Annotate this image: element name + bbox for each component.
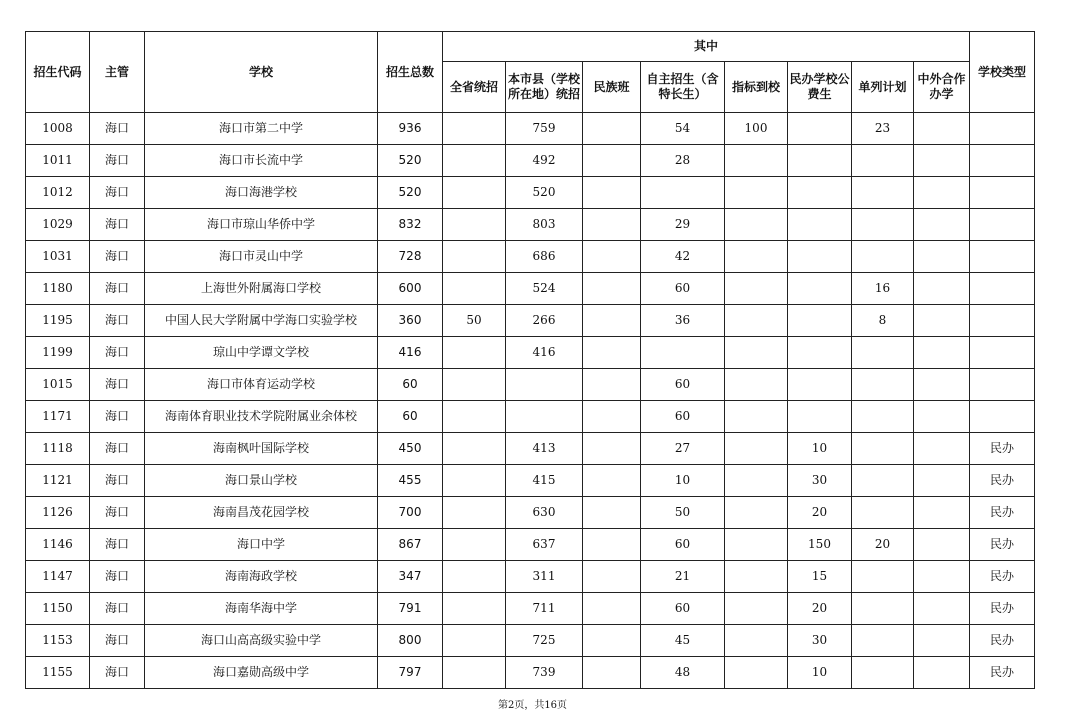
code-cell: 1199 [26,337,90,369]
total-cell: 797 [378,657,443,689]
independent-cell: 28 [641,145,725,177]
school-cell: 海南华海中学 [145,593,378,625]
private-public-funded-cell [788,369,852,401]
supervisor-cell: 海口 [90,369,145,401]
separate-plan-cell [852,337,914,369]
separate-plan-cell [852,657,914,689]
sino-foreign-cell [914,625,970,657]
school-type-cell [970,305,1035,337]
header-ethnic-class: 民族班 [583,62,641,113]
ethnic-class-cell [583,465,641,497]
separate-plan-cell [852,209,914,241]
table-row [26,497,1035,529]
code-cell: 1153 [26,625,90,657]
independent-cell: 60 [641,529,725,561]
independent-cell: 29 [641,209,725,241]
table-row [26,593,1035,625]
separate-plan-cell [852,561,914,593]
school-cell: 海口山高高级实验中学 [145,625,378,657]
county-unified-cell: 637 [506,529,583,561]
table-row [26,241,1035,273]
table-row [26,433,1035,465]
supervisor-cell: 海口 [90,113,145,145]
separate-plan-cell [852,177,914,209]
header-code: 招生代码 [26,32,90,113]
table-row [26,369,1035,401]
code-cell: 1012 [26,177,90,209]
separate-plan-cell [852,625,914,657]
header-province-unified: 全省统招 [443,62,506,113]
independent-cell: 50 [641,497,725,529]
table-row [26,625,1035,657]
ethnic-class-cell [583,401,641,433]
private-public-funded-cell: 15 [788,561,852,593]
separate-plan-cell [852,593,914,625]
separate-plan-cell [852,145,914,177]
sino-foreign-cell [914,145,970,177]
total-cell: 455 [378,465,443,497]
table-row [26,561,1035,593]
total-cell: 60 [378,369,443,401]
code-cell: 1126 [26,497,90,529]
private-public-funded-cell: 150 [788,529,852,561]
independent-cell: 21 [641,561,725,593]
sino-foreign-cell [914,497,970,529]
private-public-funded-cell [788,241,852,273]
quota-to-school-cell [725,497,788,529]
supervisor-cell: 海口 [90,305,145,337]
province-unified-cell [443,337,506,369]
sino-foreign-cell [914,209,970,241]
table-row [26,177,1035,209]
sino-foreign-cell [914,593,970,625]
quota-to-school-cell [725,209,788,241]
separate-plan-cell [852,497,914,529]
table-body [26,113,1035,689]
province-unified-cell [443,593,506,625]
sino-foreign-cell [914,273,970,305]
separate-plan-cell: 8 [852,305,914,337]
school-cell: 海口嘉勋高级中学 [145,657,378,689]
code-cell: 1180 [26,273,90,305]
school-cell: 海南海政学校 [145,561,378,593]
independent-cell: 60 [641,273,725,305]
supervisor-cell: 海口 [90,593,145,625]
quota-to-school-cell [725,177,788,209]
county-unified-cell: 266 [506,305,583,337]
school-type-cell: 民办 [970,465,1035,497]
supervisor-cell: 海口 [90,401,145,433]
ethnic-class-cell [583,241,641,273]
province-unified-cell [443,113,506,145]
school-cell: 海口市第二中学 [145,113,378,145]
supervisor-cell: 海口 [90,625,145,657]
page-footer: 第2页，共16页 [497,700,568,711]
province-unified-cell: 50 [443,305,506,337]
private-public-funded-cell [788,401,852,433]
sino-foreign-cell [914,113,970,145]
county-unified-cell: 415 [506,465,583,497]
school-type-cell: 民办 [970,433,1035,465]
quota-to-school-cell [725,529,788,561]
school-cell: 海口市长流中学 [145,145,378,177]
sino-foreign-cell [914,657,970,689]
total-cell: 728 [378,241,443,273]
supervisor-cell: 海口 [90,241,145,273]
sino-foreign-cell [914,561,970,593]
county-unified-cell: 686 [506,241,583,273]
private-public-funded-cell: 30 [788,625,852,657]
independent-cell: 60 [641,593,725,625]
supervisor-cell: 海口 [90,145,145,177]
separate-plan-cell [852,369,914,401]
private-public-funded-cell: 20 [788,497,852,529]
supervisor-cell: 海口 [90,561,145,593]
private-public-funded-cell [788,305,852,337]
sino-foreign-cell [914,433,970,465]
supervisor-cell: 海口 [90,657,145,689]
total-cell: 600 [378,273,443,305]
ethnic-class-cell [583,337,641,369]
private-public-funded-cell [788,177,852,209]
quota-to-school-cell [725,337,788,369]
total-cell: 832 [378,209,443,241]
school-type-cell [970,145,1035,177]
table-row [26,465,1035,497]
supervisor-cell: 海口 [90,177,145,209]
county-unified-cell: 803 [506,209,583,241]
school-type-cell: 民办 [970,593,1035,625]
separate-plan-cell [852,401,914,433]
header-school: 学校 [145,32,378,113]
table-row [26,273,1035,305]
county-unified-cell: 739 [506,657,583,689]
private-public-funded-cell [788,145,852,177]
school-type-cell [970,401,1035,433]
school-type-cell [970,337,1035,369]
ethnic-class-cell [583,561,641,593]
private-public-funded-cell [788,337,852,369]
private-public-funded-cell: 20 [788,593,852,625]
sino-foreign-cell [914,529,970,561]
separate-plan-cell [852,465,914,497]
school-cell: 琼山中学谭文学校 [145,337,378,369]
quota-to-school-cell [725,241,788,273]
table-row [26,145,1035,177]
ethnic-class-cell [583,177,641,209]
independent-cell [641,177,725,209]
province-unified-cell [443,497,506,529]
school-cell: 海南枫叶国际学校 [145,433,378,465]
school-cell: 海口中学 [145,529,378,561]
total-cell: 416 [378,337,443,369]
sino-foreign-cell [914,337,970,369]
total-cell: 60 [378,401,443,433]
county-unified-cell: 311 [506,561,583,593]
total-cell: 347 [378,561,443,593]
school-type-cell [970,273,1035,305]
province-unified-cell [443,529,506,561]
private-public-funded-cell: 10 [788,657,852,689]
code-cell: 1029 [26,209,90,241]
separate-plan-cell [852,241,914,273]
separate-plan-cell: 23 [852,113,914,145]
total-cell: 936 [378,113,443,145]
total-cell: 360 [378,305,443,337]
quota-to-school-cell [725,145,788,177]
school-type-cell: 民办 [970,497,1035,529]
school-type-cell [970,177,1035,209]
quota-to-school-cell [725,465,788,497]
header-of-which: 其中 [443,32,970,62]
supervisor-cell: 海口 [90,529,145,561]
ethnic-class-cell [583,305,641,337]
school-cell: 海口市体育运动学校 [145,369,378,401]
quota-to-school-cell [725,273,788,305]
total-cell: 700 [378,497,443,529]
supervisor-cell: 海口 [90,497,145,529]
code-cell: 1011 [26,145,90,177]
quota-to-school-cell [725,561,788,593]
header-school-type: 学校类型 [970,32,1035,113]
table-row [26,337,1035,369]
supervisor-cell: 海口 [90,209,145,241]
code-cell: 1146 [26,529,90,561]
school-cell: 海口市灵山中学 [145,241,378,273]
enrollment-table [25,31,1035,689]
supervisor-cell: 海口 [90,433,145,465]
province-unified-cell [443,177,506,209]
separate-plan-cell: 20 [852,529,914,561]
private-public-funded-cell: 30 [788,465,852,497]
private-public-funded-cell [788,209,852,241]
school-type-cell: 民办 [970,625,1035,657]
separate-plan-cell [852,433,914,465]
private-public-funded-cell: 10 [788,433,852,465]
table-row [26,209,1035,241]
quota-to-school-cell: 100 [725,113,788,145]
quota-to-school-cell [725,625,788,657]
separate-plan-cell: 16 [852,273,914,305]
county-unified-cell: 725 [506,625,583,657]
independent-cell [641,337,725,369]
independent-cell: 42 [641,241,725,273]
province-unified-cell [443,209,506,241]
quota-to-school-cell [725,401,788,433]
school-cell: 海口景山学校 [145,465,378,497]
private-public-funded-cell [788,273,852,305]
province-unified-cell [443,625,506,657]
code-cell: 1150 [26,593,90,625]
quota-to-school-cell [725,593,788,625]
code-cell: 1147 [26,561,90,593]
table-row [26,113,1035,145]
school-cell: 中国人民大学附属中学海口实验学校 [145,305,378,337]
sino-foreign-cell [914,241,970,273]
province-unified-cell [443,273,506,305]
county-unified-cell [506,401,583,433]
quota-to-school-cell [725,305,788,337]
school-type-cell: 民办 [970,529,1035,561]
independent-cell: 48 [641,657,725,689]
header-total: 招生总数 [378,32,443,113]
independent-cell: 27 [641,433,725,465]
sino-foreign-cell [914,177,970,209]
header-county-unified: 本市县（学校所在地）统招 [506,62,583,113]
code-cell: 1171 [26,401,90,433]
county-unified-cell: 524 [506,273,583,305]
county-unified-cell [506,369,583,401]
total-cell: 867 [378,529,443,561]
header-private-public-funded: 民办学校公费生 [788,62,852,113]
table-row [26,657,1035,689]
total-cell: 791 [378,593,443,625]
total-cell: 800 [378,625,443,657]
ethnic-class-cell [583,529,641,561]
ethnic-class-cell [583,497,641,529]
sino-foreign-cell [914,401,970,433]
school-type-cell: 民办 [970,657,1035,689]
school-cell: 海口市琼山华侨中学 [145,209,378,241]
province-unified-cell [443,369,506,401]
supervisor-cell: 海口 [90,273,145,305]
private-public-funded-cell [788,113,852,145]
county-unified-cell: 630 [506,497,583,529]
table-row [26,305,1035,337]
ethnic-class-cell [583,273,641,305]
header-sino-foreign: 中外合作办学 [914,62,970,113]
table-row [26,401,1035,433]
ethnic-class-cell [583,369,641,401]
quota-to-school-cell [725,433,788,465]
independent-cell: 36 [641,305,725,337]
province-unified-cell [443,145,506,177]
school-cell: 海口海港学校 [145,177,378,209]
province-unified-cell [443,433,506,465]
header-independent: 自主招生（含特长生） [641,62,725,113]
school-type-cell [970,369,1035,401]
county-unified-cell: 492 [506,145,583,177]
independent-cell: 45 [641,625,725,657]
total-cell: 450 [378,433,443,465]
county-unified-cell: 520 [506,177,583,209]
school-type-cell: 民办 [970,561,1035,593]
sino-foreign-cell [914,369,970,401]
ethnic-class-cell [583,113,641,145]
province-unified-cell [443,401,506,433]
ethnic-class-cell [583,593,641,625]
province-unified-cell [443,465,506,497]
code-cell: 1155 [26,657,90,689]
code-cell: 1118 [26,433,90,465]
independent-cell: 10 [641,465,725,497]
province-unified-cell [443,561,506,593]
school-type-cell [970,113,1035,145]
county-unified-cell: 413 [506,433,583,465]
code-cell: 1121 [26,465,90,497]
quota-to-school-cell [725,657,788,689]
province-unified-cell [443,657,506,689]
school-type-cell [970,209,1035,241]
supervisor-cell: 海口 [90,337,145,369]
total-cell: 520 [378,145,443,177]
quota-to-school-cell [725,369,788,401]
table-header [26,32,1035,113]
school-cell: 海南昌茂花园学校 [145,497,378,529]
code-cell: 1031 [26,241,90,273]
ethnic-class-cell [583,145,641,177]
sino-foreign-cell [914,465,970,497]
code-cell: 1008 [26,113,90,145]
school-type-cell [970,241,1035,273]
code-cell: 1015 [26,369,90,401]
header-supervisor: 主管 [90,32,145,113]
ethnic-class-cell [583,657,641,689]
school-cell: 海南体育职业技术学院附属业余体校 [145,401,378,433]
header-quota-to-school: 指标到校 [725,62,788,113]
province-unified-cell [443,241,506,273]
table-row [26,529,1035,561]
ethnic-class-cell [583,433,641,465]
independent-cell: 60 [641,369,725,401]
school-cell: 上海世外附属海口学校 [145,273,378,305]
county-unified-cell: 759 [506,113,583,145]
header-separate-plan: 单列计划 [852,62,914,113]
total-cell: 520 [378,177,443,209]
supervisor-cell: 海口 [90,465,145,497]
independent-cell: 54 [641,113,725,145]
county-unified-cell: 711 [506,593,583,625]
ethnic-class-cell [583,625,641,657]
county-unified-cell: 416 [506,337,583,369]
code-cell: 1195 [26,305,90,337]
sino-foreign-cell [914,305,970,337]
ethnic-class-cell [583,209,641,241]
independent-cell: 60 [641,401,725,433]
